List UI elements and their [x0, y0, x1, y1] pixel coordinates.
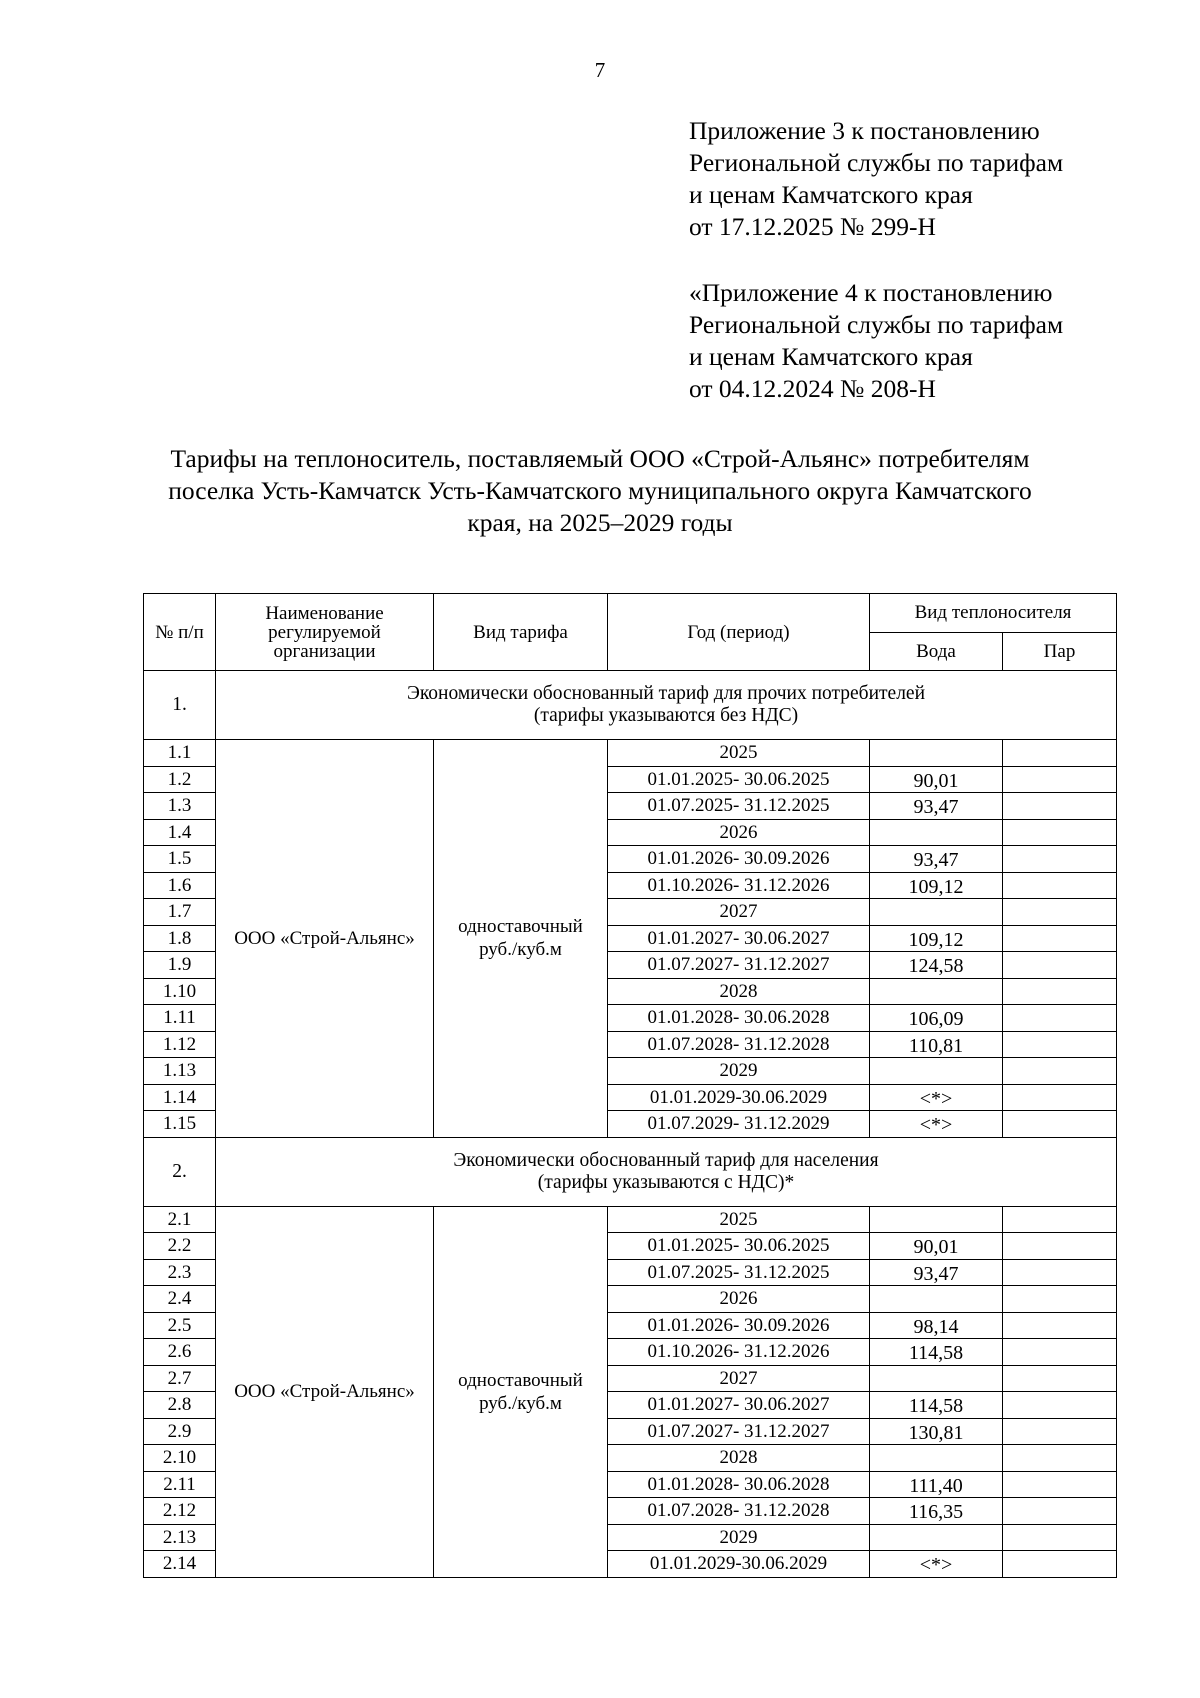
water-tariff: 93,47	[870, 846, 1003, 873]
steam-tariff	[1003, 952, 1117, 979]
tariff-kind	[434, 740, 608, 1138]
tariff-kind-type: одноставочный	[458, 1369, 583, 1391]
water-tariff	[870, 1206, 1003, 1233]
annex-line: Приложение 3 к постановлению	[689, 116, 1040, 145]
header-tariff-kind: Вид тарифа	[434, 594, 608, 671]
section-title	[216, 671, 1117, 740]
steam-tariff	[1003, 1445, 1117, 1472]
row-number: 2.5	[144, 1312, 216, 1339]
water-tariff	[870, 740, 1003, 767]
period: 2028	[608, 1445, 870, 1472]
period: 2028	[608, 978, 870, 1005]
period: 01.10.2026- 31.12.2026	[608, 872, 870, 899]
period: 2027	[608, 1365, 870, 1392]
row-number: 2.1	[144, 1206, 216, 1233]
header-num: № п/п	[144, 594, 216, 671]
row-number: 1.5	[144, 846, 216, 873]
organization-name: ООО «Строй-Альянс»	[216, 740, 434, 1138]
period: 2026	[608, 819, 870, 846]
row-number: 2.7	[144, 1365, 216, 1392]
table-body	[144, 671, 1117, 1578]
tariff-table	[143, 593, 1117, 1578]
tariff-kind-unit: руб./куб.м	[479, 939, 562, 961]
page-number: 7	[594, 58, 606, 82]
water-tariff: 111,40	[870, 1471, 1003, 1498]
period: 2026	[608, 1286, 870, 1313]
row-number: 1.1	[144, 740, 216, 767]
annex-line: «Приложение 4 к постановлению	[689, 278, 1053, 307]
row-number: 2.11	[144, 1471, 216, 1498]
document-title	[100, 443, 1100, 539]
period: 2029	[608, 1524, 870, 1551]
title-line: Тарифы на теплоноситель, поставляемый ООО «Строй-Альянс» потребителям	[170, 444, 1030, 473]
organization-name: ООО «Строй-Альянс»	[216, 1206, 434, 1577]
steam-tariff	[1003, 1111, 1117, 1138]
water-tariff: <*>	[870, 1551, 1003, 1578]
row-number: 1.7	[144, 899, 216, 926]
water-tariff: 130,81	[870, 1418, 1003, 1445]
water-tariff: 114,58	[870, 1392, 1003, 1419]
water-tariff	[870, 1286, 1003, 1313]
annex-line: от 04.12.2024 № 208-Н	[689, 374, 936, 403]
section-row	[144, 671, 1117, 740]
period: 01.01.2028- 30.06.2028	[608, 1471, 870, 1498]
annex-line: и ценам Камчатского края	[689, 180, 973, 209]
row-number: 1.4	[144, 819, 216, 846]
steam-tariff	[1003, 978, 1117, 1005]
steam-tariff	[1003, 925, 1117, 952]
annex-amended-reference	[689, 277, 1063, 405]
period: 01.07.2028- 31.12.2028	[608, 1031, 870, 1058]
water-tariff	[870, 1365, 1003, 1392]
period: 01.01.2026- 30.09.2026	[608, 846, 870, 873]
period: 01.07.2028- 31.12.2028	[608, 1498, 870, 1525]
row-number: 1.3	[144, 793, 216, 820]
tariff-kind	[434, 1206, 608, 1577]
row-number: 2.6	[144, 1339, 216, 1366]
row-number: 2.13	[144, 1524, 216, 1551]
steam-tariff	[1003, 1339, 1117, 1366]
steam-tariff	[1003, 1058, 1117, 1085]
water-tariff	[870, 1524, 1003, 1551]
steam-tariff	[1003, 1005, 1117, 1032]
steam-tariff	[1003, 846, 1117, 873]
tariff-kind-type: одноставочный	[458, 916, 583, 938]
steam-tariff	[1003, 1259, 1117, 1286]
header-period: Год (период)	[608, 594, 870, 671]
row-number: 2.2	[144, 1233, 216, 1260]
water-tariff: 90,01	[870, 1233, 1003, 1260]
water-tariff: 106,09	[870, 1005, 1003, 1032]
period: 2027	[608, 899, 870, 926]
section-subtitle-text: (тарифы указываются с НДС)*	[537, 1171, 795, 1193]
row-number: 2.3	[144, 1259, 216, 1286]
water-tariff: 109,12	[870, 925, 1003, 952]
period: 01.01.2027- 30.06.2027	[608, 1392, 870, 1419]
section-title-text: Экономически обоснованный тариф для населения	[453, 1149, 879, 1171]
row-number: 2.14	[144, 1551, 216, 1578]
steam-tariff	[1003, 1551, 1117, 1578]
table-row	[144, 740, 1117, 767]
water-tariff: <*>	[870, 1084, 1003, 1111]
table-row	[144, 1206, 1117, 1233]
steam-tariff	[1003, 1365, 1117, 1392]
water-tariff: 93,47	[870, 1259, 1003, 1286]
steam-tariff	[1003, 793, 1117, 820]
title-line: края, на 2025–2029 годы	[467, 508, 733, 537]
tariff-kind-unit: руб./куб.м	[479, 1392, 562, 1414]
water-tariff: 124,58	[870, 952, 1003, 979]
period: 2025	[608, 740, 870, 767]
row-number: 1.6	[144, 872, 216, 899]
row-number: 1.8	[144, 925, 216, 952]
steam-tariff	[1003, 1392, 1117, 1419]
steam-tariff	[1003, 872, 1117, 899]
water-tariff: 110,81	[870, 1031, 1003, 1058]
steam-tariff	[1003, 1498, 1117, 1525]
steam-tariff	[1003, 1286, 1117, 1313]
period: 01.07.2025- 31.12.2025	[608, 793, 870, 820]
water-tariff: 116,35	[870, 1498, 1003, 1525]
steam-tariff	[1003, 1084, 1117, 1111]
section-number: 1.	[144, 671, 216, 740]
row-number: 1.10	[144, 978, 216, 1005]
period: 01.01.2025- 30.06.2025	[608, 1233, 870, 1260]
row-number: 1.12	[144, 1031, 216, 1058]
section-title-text: Экономически обоснованный тариф для прочих потребителей	[406, 683, 926, 704]
period: 01.01.2027- 30.06.2027	[608, 925, 870, 952]
water-tariff	[870, 1058, 1003, 1085]
row-number: 2.10	[144, 1445, 216, 1472]
row-number: 1.13	[144, 1058, 216, 1085]
period: 01.07.2025- 31.12.2025	[608, 1259, 870, 1286]
header-org: Наименование регулируемой организации	[216, 594, 434, 671]
row-number: 2.12	[144, 1498, 216, 1525]
row-number: 2.9	[144, 1418, 216, 1445]
period: 01.01.2025- 30.06.2025	[608, 766, 870, 793]
row-number: 2.4	[144, 1286, 216, 1313]
water-tariff	[870, 978, 1003, 1005]
period: 2025	[608, 1206, 870, 1233]
title-line: поселка Усть-Камчатск Усть-Камчатского муниципального округа Камчатского	[168, 476, 1032, 505]
period: 01.07.2029- 31.12.2029	[608, 1111, 870, 1138]
steam-tariff	[1003, 740, 1117, 767]
header-heat-carrier: Вид теплоносителя	[870, 594, 1117, 633]
period: 01.10.2026- 31.12.2026	[608, 1339, 870, 1366]
row-number: 1.15	[144, 1111, 216, 1138]
annex-line: и ценам Камчатского края	[689, 342, 973, 371]
row-number: 2.8	[144, 1392, 216, 1419]
water-tariff: 90,01	[870, 766, 1003, 793]
annex-line: Региональной службы по тарифам	[689, 310, 1064, 339]
steam-tariff	[1003, 1233, 1117, 1260]
row-number: 1.9	[144, 952, 216, 979]
row-number: 1.2	[144, 766, 216, 793]
annex-line: от 17.12.2025 № 299-Н	[689, 212, 936, 241]
water-tariff: <*>	[870, 1111, 1003, 1138]
section-title	[216, 1137, 1117, 1206]
section-row	[144, 1137, 1117, 1206]
period: 01.07.2027- 31.12.2027	[608, 952, 870, 979]
header-steam: Пар	[1003, 632, 1117, 671]
row-number: 1.14	[144, 1084, 216, 1111]
steam-tariff	[1003, 1312, 1117, 1339]
steam-tariff	[1003, 819, 1117, 846]
period: 01.01.2028- 30.06.2028	[608, 1005, 870, 1032]
period: 01.01.2029-30.06.2029	[608, 1084, 870, 1111]
header-water: Вода	[870, 632, 1003, 671]
steam-tariff	[1003, 1471, 1117, 1498]
steam-tariff	[1003, 1524, 1117, 1551]
steam-tariff	[1003, 1206, 1117, 1233]
water-tariff: 98,14	[870, 1312, 1003, 1339]
water-tariff: 93,47	[870, 793, 1003, 820]
water-tariff	[870, 1445, 1003, 1472]
water-tariff	[870, 819, 1003, 846]
annex-line: Региональной службы по тарифам	[689, 148, 1064, 177]
period: 2029	[608, 1058, 870, 1085]
annex-current-reference	[689, 115, 1063, 243]
steam-tariff	[1003, 766, 1117, 793]
period: 01.07.2027- 31.12.2027	[608, 1418, 870, 1445]
section-subtitle-text: (тарифы указываются без НДС)	[533, 705, 799, 726]
water-tariff: 109,12	[870, 872, 1003, 899]
section-number: 2.	[144, 1137, 216, 1206]
steam-tariff	[1003, 1418, 1117, 1445]
water-tariff: 114,58	[870, 1339, 1003, 1366]
row-number: 1.11	[144, 1005, 216, 1032]
steam-tariff	[1003, 1031, 1117, 1058]
table-header	[144, 594, 1117, 671]
steam-tariff	[1003, 899, 1117, 926]
period: 01.01.2029-30.06.2029	[608, 1551, 870, 1578]
water-tariff	[870, 899, 1003, 926]
period: 01.01.2026- 30.09.2026	[608, 1312, 870, 1339]
